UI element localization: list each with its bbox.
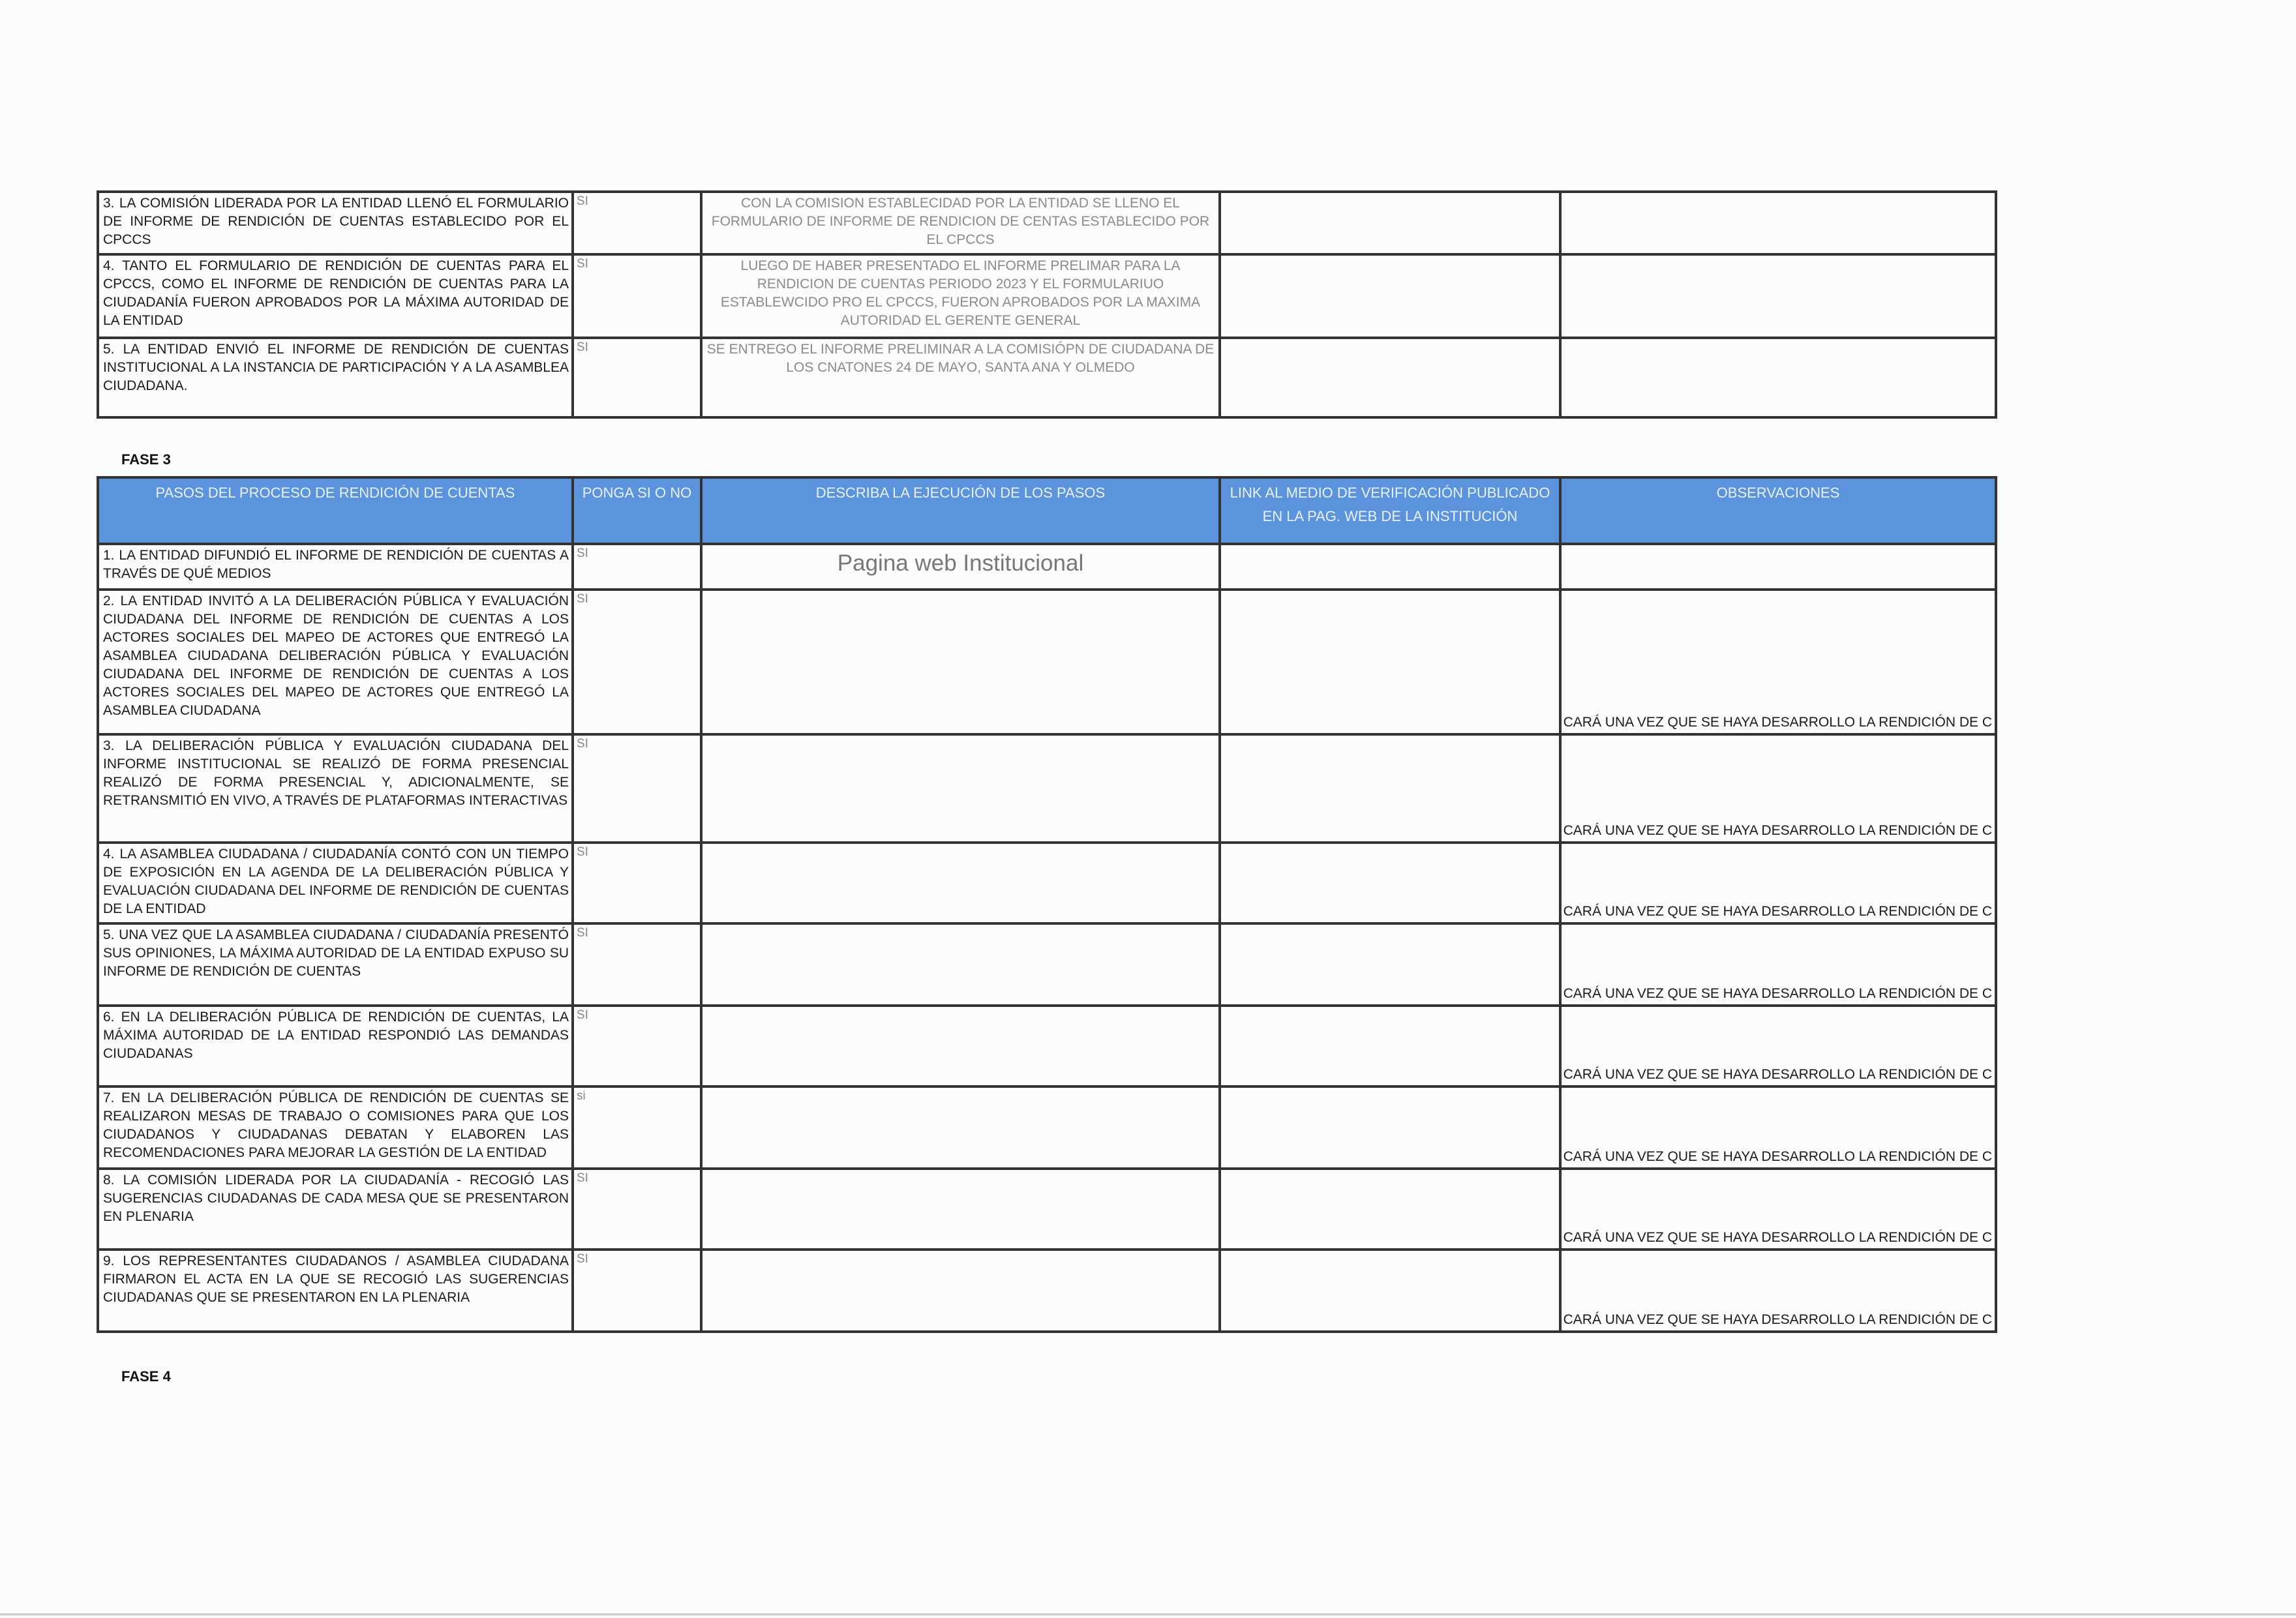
answer-cell[interactable]: SI — [573, 1250, 701, 1332]
header-link: LINK AL MEDIO DE VERIFICACIÓN PUBLICADO EN LA PAG. WEB DE LA INSTITUCIÓN — [1220, 477, 1560, 544]
answer-cell[interactable]: si — [573, 1086, 701, 1169]
answer-cell[interactable]: SI — [573, 254, 701, 338]
link-cell[interactable] — [1220, 1006, 1560, 1086]
link-cell[interactable] — [1220, 544, 1560, 590]
table-row — [98, 590, 1996, 734]
link-cell[interactable] — [1220, 192, 1560, 254]
fase3-table — [97, 476, 1997, 1333]
link-cell[interactable] — [1220, 338, 1560, 417]
table-row — [98, 843, 1996, 923]
header-description: DESCRIBA LA EJECUCIÓN DE LOS PASOS — [701, 477, 1220, 544]
link-cell[interactable] — [1220, 923, 1560, 1006]
table-row — [98, 923, 1996, 1006]
observations-cell[interactable] — [1560, 923, 1996, 1006]
description-cell[interactable]: Pagina web Institucional — [701, 544, 1220, 590]
observation-text: CARÁ UNA VEZ QUE SE HAYA DESARROLLO LA RENDICIÓN DE C — [1563, 904, 1992, 919]
table-row — [98, 1006, 1996, 1086]
step-text: 3. LA DELIBERACIÓN PÚBLICA Y EVALUACIÓN CIUDADANA DEL INFORME INSTITUCIONAL SE REALIZÓ DE FORMA PRESENCIAL REALIZÓ DE FORMA PRESENCIAL Y, ADICIONALMENTE, SE RETRANSMITIÓ EN VIVO, A TRAVÉS DE PLATAFORMAS INTERACTIVAS — [98, 734, 573, 843]
description-cell[interactable] — [701, 1250, 1220, 1332]
step-text: 6. EN LA DELIBERACIÓN PÚBLICA DE RENDICIÓN DE CUENTAS, LA MÁXIMA AUTORIDAD DE LA ENTIDAD RESPONDIÓ LAS DEMANDAS CIUDADANAS — [98, 1006, 573, 1086]
step-text: 1. LA ENTIDAD DIFUNDIÓ EL INFORME DE RENDICIÓN DE CUENTAS A TRAVÉS DE QUÉ MEDIOS — [98, 544, 573, 590]
step-text: 8. LA COMISIÓN LIDERADA POR LA CIUDADANÍA - RECOGIÓ LAS SUGERENCIAS CIUDADANAS DE CADA MESA QUE SE PRESENTARON EN PLENARIA — [98, 1169, 573, 1250]
link-cell[interactable] — [1220, 254, 1560, 338]
table-row — [98, 254, 1996, 338]
link-cell[interactable] — [1220, 734, 1560, 843]
fase3-label: FASE 3 — [121, 451, 171, 468]
answer-cell[interactable]: SI — [573, 843, 701, 923]
answer-cell[interactable]: SI — [573, 1169, 701, 1250]
header-observations: OBSERVACIONES — [1560, 477, 1996, 544]
observation-text: CARÁ UNA VEZ QUE SE HAYA DESARROLLO LA RENDICIÓN DE C — [1563, 1312, 1992, 1327]
description-cell[interactable] — [701, 590, 1220, 734]
description-cell[interactable] — [701, 1006, 1220, 1086]
observation-text: CARÁ UNA VEZ QUE SE HAYA DESARROLLO LA RENDICIÓN DE C — [1563, 1067, 1992, 1082]
table-header-row — [98, 477, 1996, 544]
step-text: 5. LA ENTIDAD ENVIÓ EL INFORME DE RENDICIÓN DE CUENTAS INSTITUCIONAL A LA INSTANCIA DE PARTICIPACIÓN Y A LA ASAMBLEA CIUDADANA. — [98, 338, 573, 417]
table-row — [98, 734, 1996, 843]
top-steps-table — [97, 190, 1997, 419]
table-row — [98, 544, 1996, 590]
description-cell[interactable] — [701, 1086, 1220, 1169]
observations-cell[interactable] — [1560, 338, 1996, 417]
description-cell[interactable] — [701, 734, 1220, 843]
link-cell[interactable] — [1220, 1250, 1560, 1332]
answer-cell[interactable]: SI — [573, 192, 701, 254]
description-cell[interactable]: LUEGO DE HABER PRESENTADO EL INFORME PRELIMAR PARA LA RENDICION DE CUENTAS PERIODO 2023 Y EL FORMULARIUO ESTABLEWCIDO PRO EL CPCCS, FUERON APROBADOS POR LA MAXIMA AUTORIDAD EL GERENTE GENERAL — [701, 254, 1220, 338]
step-text: 4. TANTO EL FORMULARIO DE RENDICIÓN DE CUENTAS PARA EL CPCCS, COMO EL INFORME DE RENDICIÓN DE CUENTAS PARA LA CIUDADANÍA FUERON APROBADOS POR LA MÁXIMA AUTORIDAD DE LA ENTIDAD — [98, 254, 573, 338]
table-row — [98, 1169, 1996, 1250]
step-text: 2. LA ENTIDAD INVITÓ A LA DELIBERACIÓN PÚBLICA Y EVALUACIÓN CIUDADANA DEL INFORME DE RENDICIÓN DE CUENTAS A LOS ACTORES SOCIALES DEL MAPEO DE ACTORES QUE ENTREGÓ LA ASAMBLEA CIUDADANA DELIBERACIÓN PÚBLICA Y EVALUACIÓN CIUDADANA DEL INFORME DE RENDICIÓN DE CUENTAS A LOS ACTORES SOCIALES DEL MAPEO DE ACTORES QUE ENTREGÓ LA ASAMBLEA CIUDADANA — [98, 590, 573, 734]
observations-cell[interactable] — [1560, 1169, 1996, 1250]
observations-cell[interactable] — [1560, 734, 1996, 843]
table-row — [98, 1250, 1996, 1332]
description-cell[interactable]: SE ENTREGO EL INFORME PRELIMINAR A LA COMISIÓPN DE CIUDADANA DE LOS CNATONES 24 DE MAYO, SANTA ANA Y OLMEDO — [701, 338, 1220, 417]
answer-cell[interactable]: SI — [573, 734, 701, 843]
observations-cell[interactable] — [1560, 590, 1996, 734]
table-row — [98, 338, 1996, 417]
observation-text: CARÁ UNA VEZ QUE SE HAYA DESARROLLO LA RENDICIÓN DE C — [1563, 823, 1992, 838]
page-bottom-edge — [0, 1613, 2296, 1615]
description-cell[interactable] — [701, 843, 1220, 923]
observations-cell[interactable] — [1560, 843, 1996, 923]
link-cell[interactable] — [1220, 1086, 1560, 1169]
answer-cell[interactable]: SI — [573, 544, 701, 590]
observation-text: CARÁ UNA VEZ QUE SE HAYA DESARROLLO LA RENDICIÓN DE C — [1563, 1230, 1992, 1245]
observations-cell[interactable] — [1560, 192, 1996, 254]
observations-cell[interactable] — [1560, 544, 1996, 590]
answer-cell[interactable]: SI — [573, 1006, 701, 1086]
description-cell[interactable] — [701, 923, 1220, 1006]
observations-cell[interactable] — [1560, 1250, 1996, 1332]
link-cell[interactable] — [1220, 1169, 1560, 1250]
description-cell[interactable]: CON LA COMISION ESTABLECIDAD POR LA ENTIDAD SE LLENO EL FORMULARIO DE INFORME DE RENDICION DE CENTAS ESTABLECIDO POR EL CPCCS — [701, 192, 1220, 254]
fase4-label: FASE 4 — [121, 1368, 171, 1385]
observation-text: CARÁ UNA VEZ QUE SE HAYA DESARROLLO LA RENDICIÓN DE C — [1563, 715, 1992, 730]
step-text: 5. UNA VEZ QUE LA ASAMBLEA CIUDADANA / CIUDADANÍA PRESENTÓ SUS OPINIONES, LA MÁXIMA AUTORIDAD DE LA ENTIDAD EXPUSO SU INFORME DE RENDICIÓN DE CUENTAS — [98, 923, 573, 1006]
observation-text: CARÁ UNA VEZ QUE SE HAYA DESARROLLO LA RENDICIÓN DE C — [1563, 1149, 1992, 1164]
answer-cell[interactable]: SI — [573, 923, 701, 1006]
table-row — [98, 1086, 1996, 1169]
step-text: 4. LA ASAMBLEA CIUDADANA / CIUDADANÍA CONTÓ CON UN TIEMPO DE EXPOSICIÓN EN LA AGENDA DE LA DELIBERACIÓN PÚBLICA Y EVALUACIÓN CIUDADANA DEL INFORME DE RENDICIÓN DE CUENTAS DE LA ENTIDAD — [98, 843, 573, 923]
link-cell[interactable] — [1220, 590, 1560, 734]
answer-cell[interactable]: SI — [573, 590, 701, 734]
observations-cell[interactable] — [1560, 1086, 1996, 1169]
answer-cell[interactable]: SI — [573, 338, 701, 417]
table-row — [98, 192, 1996, 254]
description-cell[interactable] — [701, 1169, 1220, 1250]
observation-text: CARÁ UNA VEZ QUE SE HAYA DESARROLLO LA RENDICIÓN DE C — [1563, 986, 1992, 1001]
link-cell[interactable] — [1220, 843, 1560, 923]
step-text: 3. LA COMISIÓN LIDERADA POR LA ENTIDAD LLENÓ EL FORMULARIO DE INFORME DE RENDICIÓN DE CUENTAS ESTABLECIDO POR EL CPCCS — [98, 192, 573, 254]
observations-cell[interactable] — [1560, 1006, 1996, 1086]
step-text: 9. LOS REPRESENTANTES CIUDADANOS / ASAMBLEA CIUDADANA FIRMARON EL ACTA EN LA QUE SE RECOGIÓ LAS SUGERENCIAS CIUDADANAS QUE SE PRESENTARON EN LA PLENARIA — [98, 1250, 573, 1332]
observations-cell[interactable] — [1560, 254, 1996, 338]
header-steps: PASOS DEL PROCESO DE RENDICIÓN DE CUENTAS — [98, 477, 573, 544]
header-yes-no: PONGA SI O NO — [573, 477, 701, 544]
step-text: 7. EN LA DELIBERACIÓN PÚBLICA DE RENDICIÓN DE CUENTAS SE REALIZARON MESAS DE TRABAJO O COMISIONES PARA QUE LOS CIUDADANOS Y CIUDADANAS DEBATAN Y ELABOREN LAS RECOMENDACIONES PARA MEJORAR LA GESTIÓN DE LA ENTIDAD — [98, 1086, 573, 1169]
